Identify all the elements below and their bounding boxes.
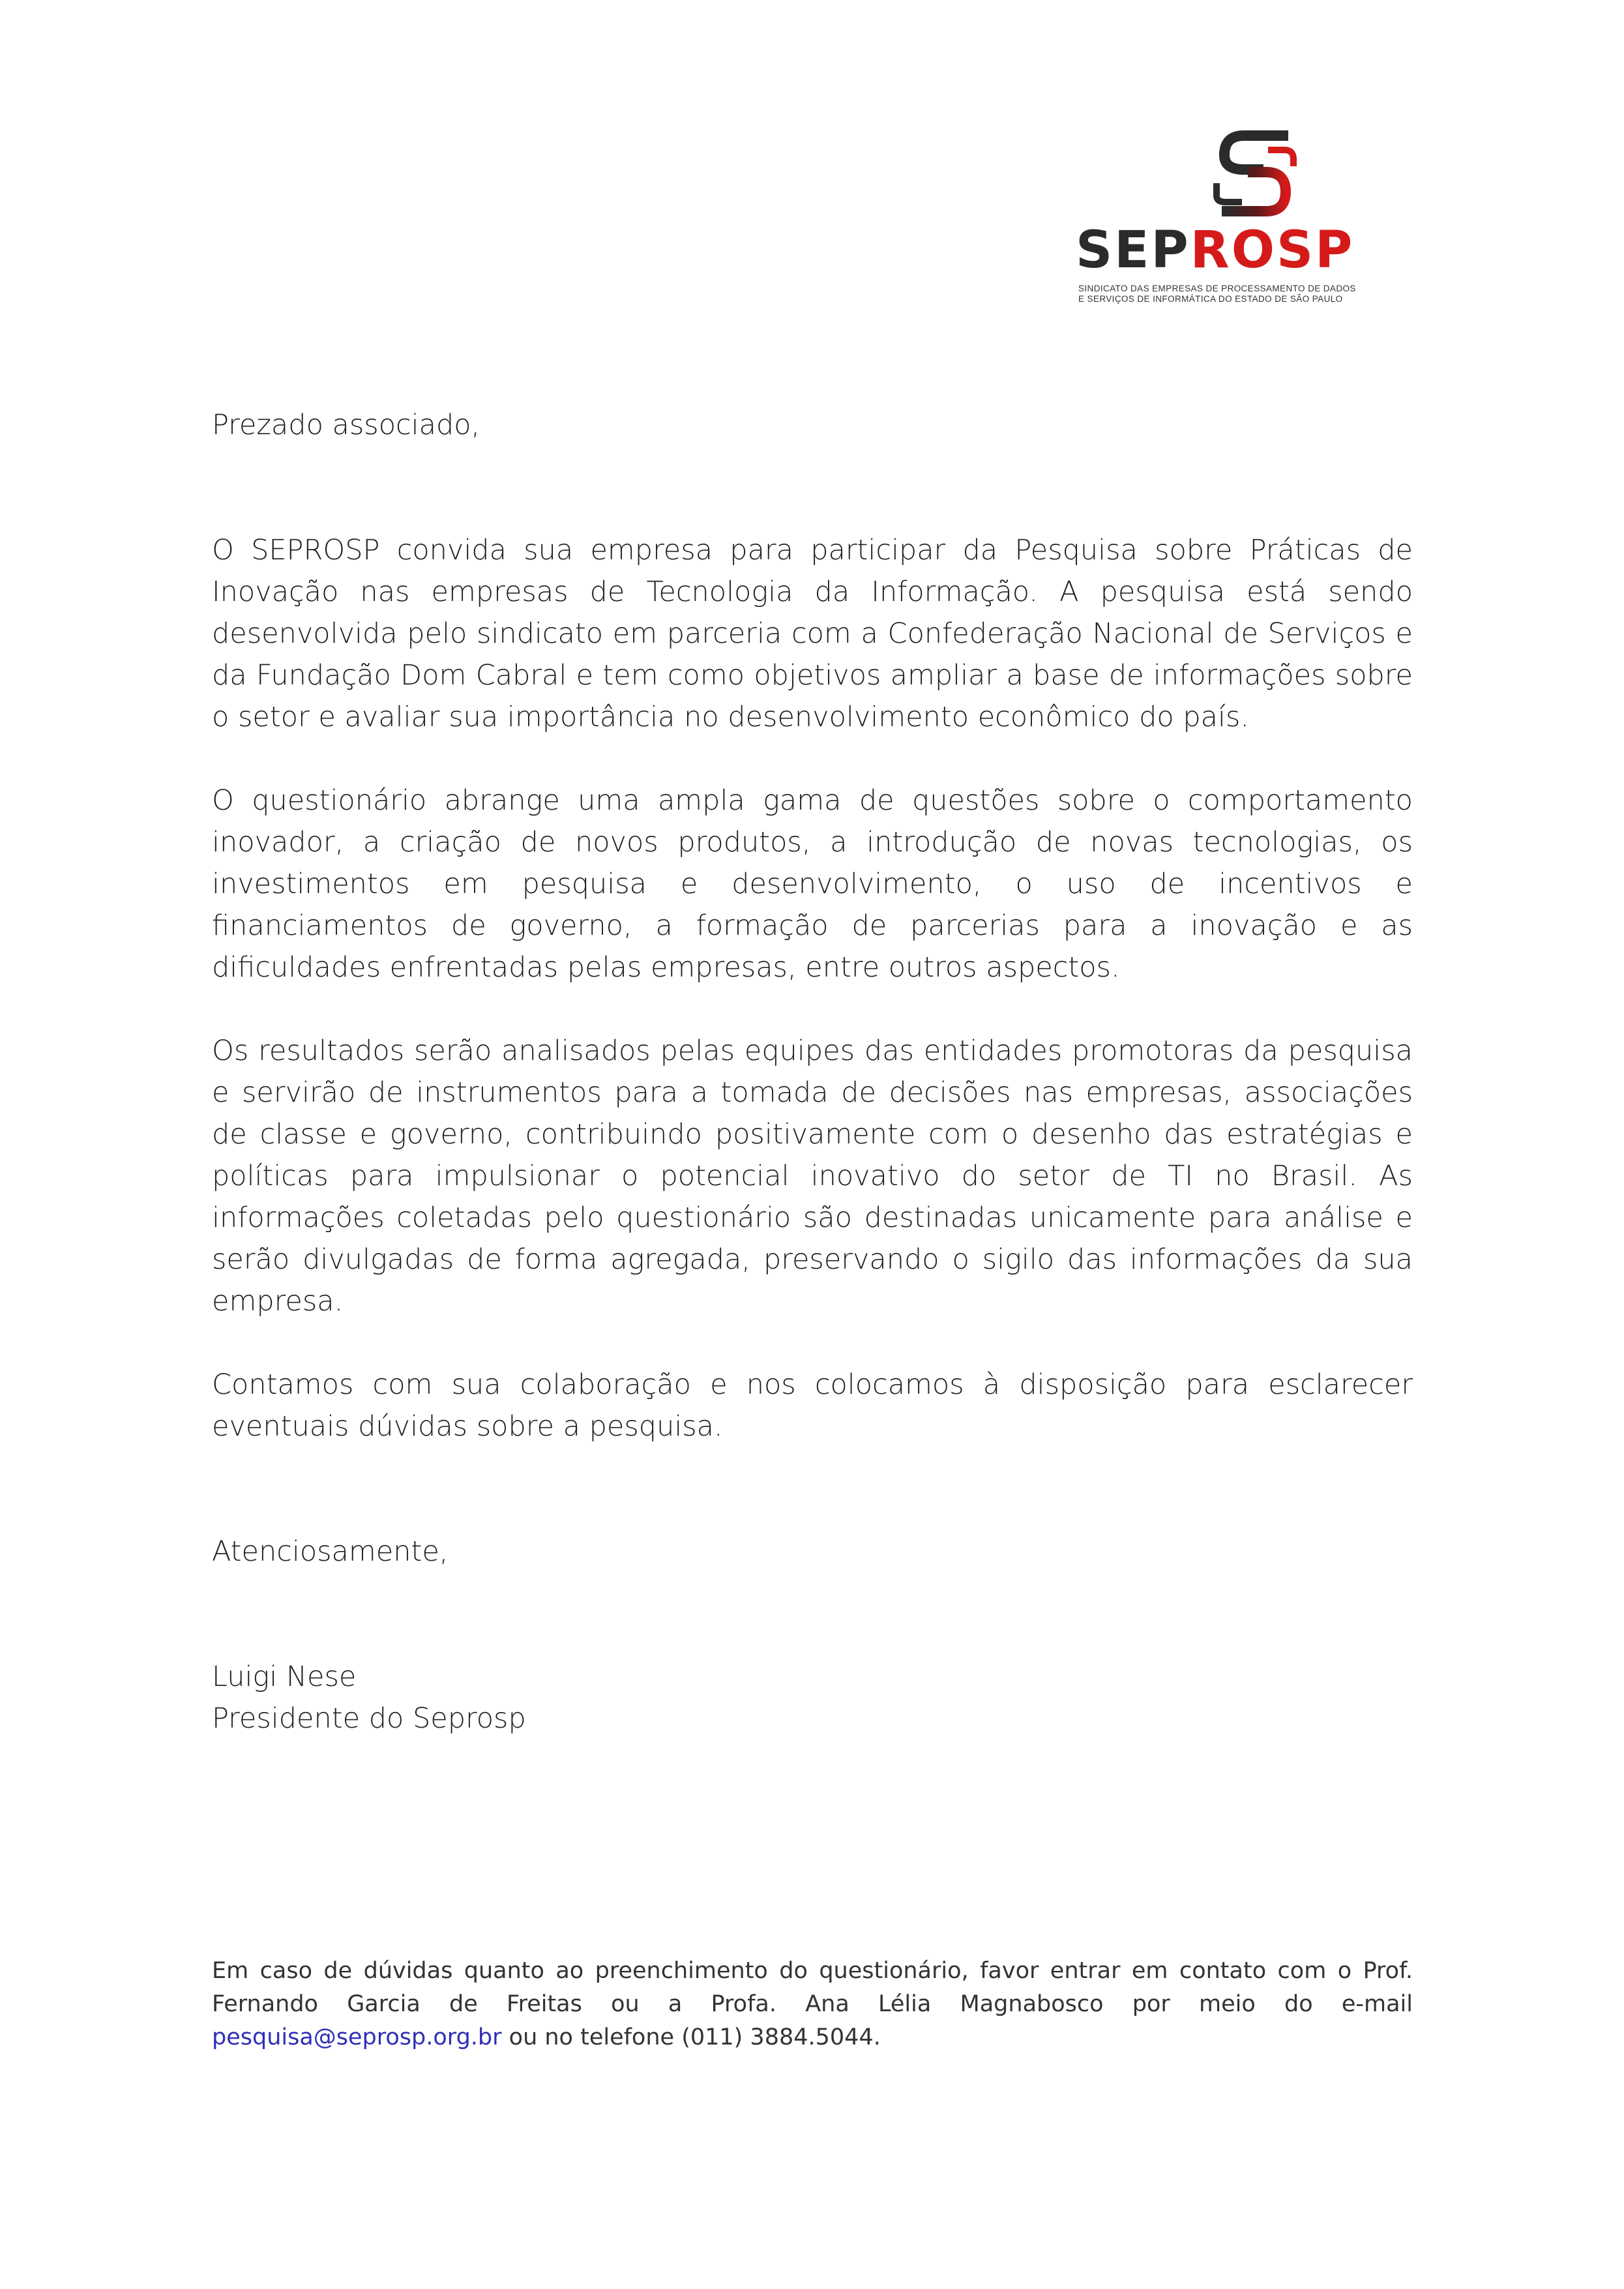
signer-name: Luigi Nese xyxy=(212,1661,357,1693)
letter-body xyxy=(212,404,1413,1739)
footer-text-after-email: ou no telefone (011) 3884.5044. xyxy=(501,2024,881,2050)
greeting: Prezado associado, xyxy=(212,409,480,441)
closing: Atenciosamente, xyxy=(212,1535,449,1568)
footer-text-before-email: Em caso de dúvidas quanto ao preenchimento do questionário, favor entrar em contato com o Prof. Fernando Garcia de Freitas ou a Profa. Ana Lélia Magnabosco por meio do e-mail xyxy=(212,1958,1413,2017)
spacer xyxy=(212,446,1413,529)
footer-contact-note xyxy=(212,1955,1413,2054)
spacer xyxy=(212,1322,1413,1364)
paragraph-questionnaire: O questionário abrange uma ampla gama de questões sobre o comportamento inovador, a criação de novos produtos, a introdução de novas tecnologias, os investimentos em pesquisa e desenvolvimento, o uso de incentivos e financiamentos de governo, a formação de parcerias para a inovação e as dificuldades enfrentadas pelas empresas, entre outros aspectos. xyxy=(212,784,1413,984)
paragraph-collaboration: Contamos com sua colaboração e nos colocamos à disposição para esclarecer eventuais dúvidas sobre a pesquisa. xyxy=(212,1368,1413,1443)
wordmark-dark-part: SEP xyxy=(1076,221,1190,280)
tagline-line-2: E SERVIÇOS DE INFORMÁTICA DO ESTADO DE SÃO PAULO xyxy=(1078,294,1343,304)
wordmark-red-part: ROSP xyxy=(1190,221,1355,280)
paragraph-invitation: O SEPROSP convida sua empresa para participar da Pesquisa sobre Práticas de Inovação nas empresas de Tecnologia da Informação. A pesquisa está sendo desenvolvida pelo sindicato em parceria com a Confederação Nacional de Serviços e da Fundação Dom Cabral e tem como objetivos ampliar a base de informações sobre o setor e avaliar sua importância no desenvolvimento econômico do país. xyxy=(212,534,1413,733)
spacer xyxy=(212,1573,1413,1656)
spacer xyxy=(212,1447,1413,1531)
spacer xyxy=(212,988,1413,1030)
seprosp-wordmark xyxy=(1076,221,1428,280)
paragraph-results: Os resultados serão analisados pelas equipes das entidades promotoras da pesquisa e servirão de instrumentos para a tomada de decisões nas empresas, associações de classe e governo, contribuindo positivamente com o desenho das estratégias e políticas para impulsionar o potencial inovativo do setor de TI no Brasil. As informações coletadas pelo questionário são destinadas unicamente para análise e serão divulgadas de forma agregada, preservando o sigilo das informações da sua empresa. xyxy=(212,1035,1413,1318)
spacer xyxy=(212,738,1413,780)
seprosp-s-mark-icon xyxy=(1076,124,1428,222)
seprosp-logo xyxy=(1076,124,1428,313)
seprosp-tagline xyxy=(1078,284,1425,304)
footer-email-link[interactable]: pesquisa@seprosp.org.br xyxy=(212,2024,502,2050)
signer-title: Presidente do Seprosp xyxy=(212,1702,526,1735)
tagline-line-1: SINDICATO DAS EMPRESAS DE PROCESSAMENTO DE DADOS xyxy=(1078,284,1356,293)
